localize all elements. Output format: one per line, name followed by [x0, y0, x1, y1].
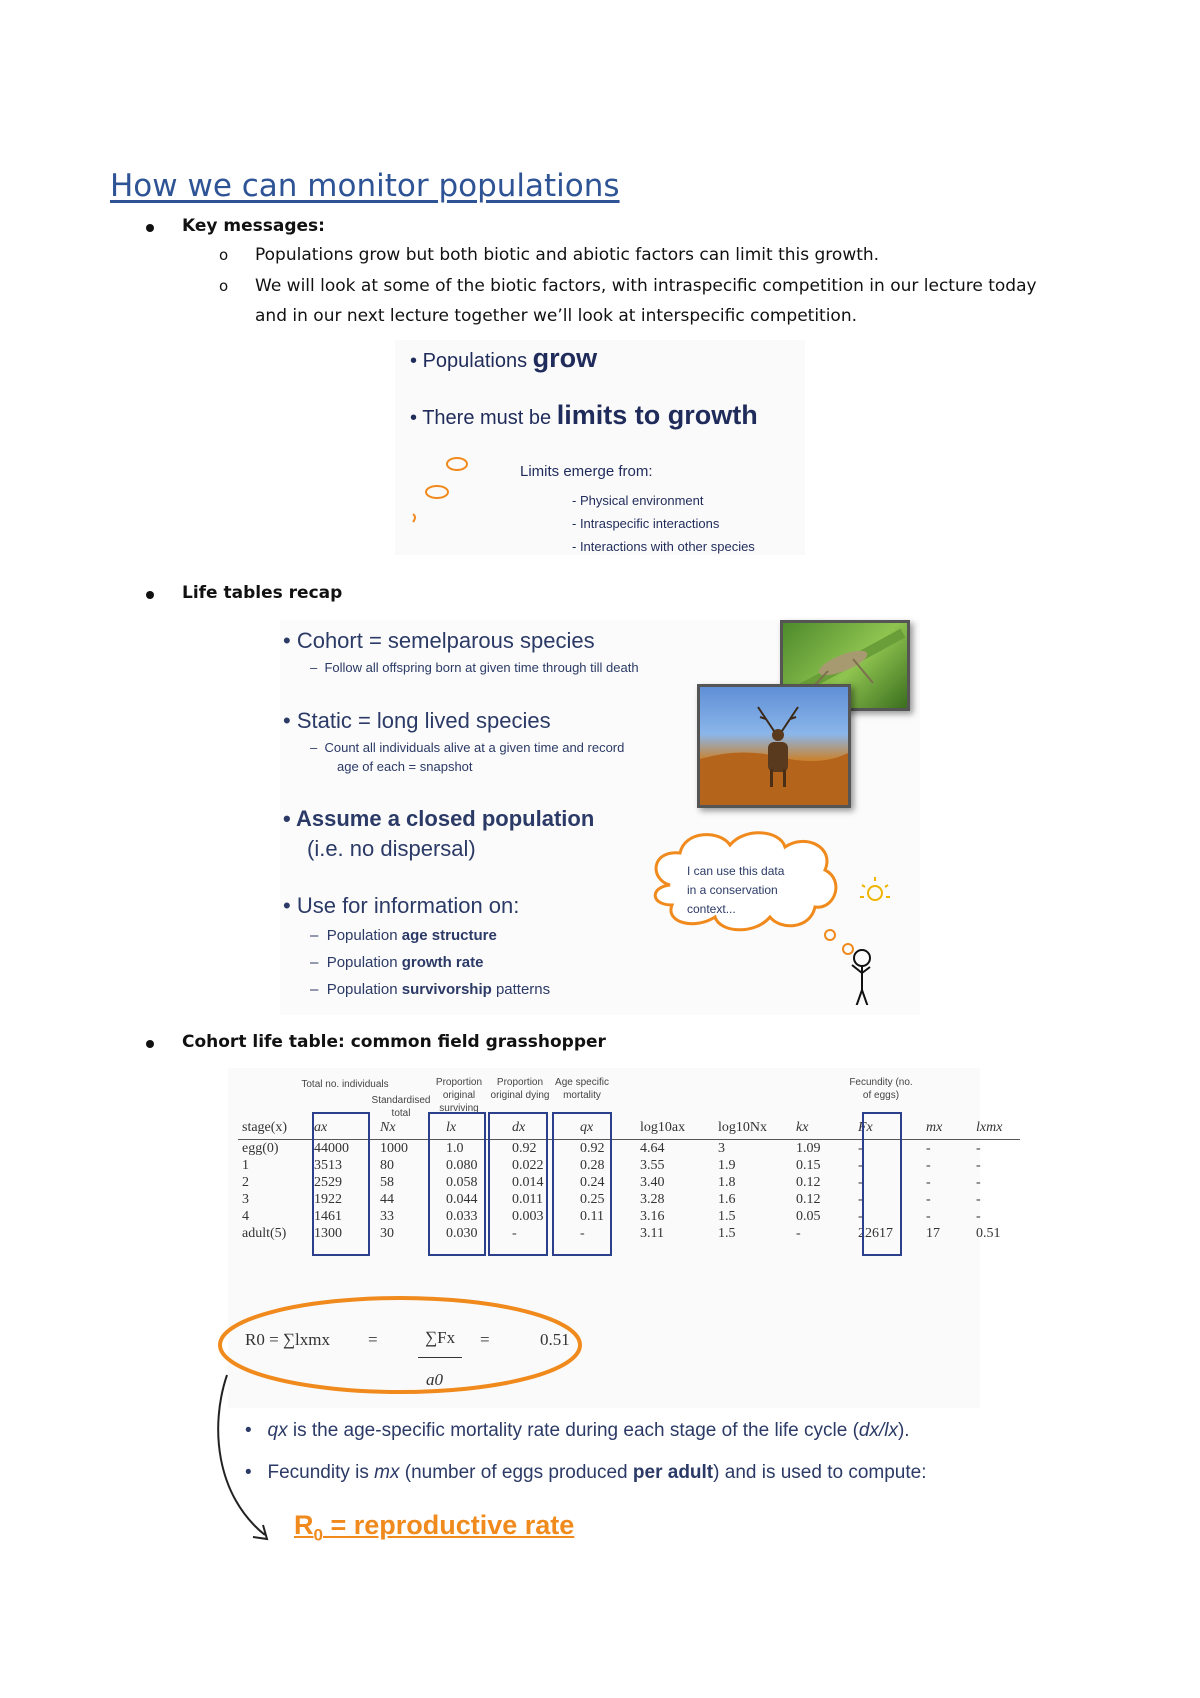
deer-icon — [700, 687, 848, 805]
key-message-2: We will look at some of the biotic factors, with intraspecific competition in our lecture today — [255, 276, 1037, 296]
table-cell: - — [796, 1225, 801, 1241]
thought-line: context... — [687, 902, 736, 916]
table-cell: 0.92 — [580, 1140, 605, 1156]
table-cell: 1461 — [314, 1208, 342, 1224]
cohort-title: • Cohort = semelparous species — [283, 628, 595, 653]
highlight-dx-column — [488, 1112, 548, 1256]
table-cell: - — [858, 1191, 863, 1207]
table-cell: 0.15 — [796, 1157, 821, 1173]
table-cell: - — [976, 1191, 981, 1207]
deer-image — [697, 684, 851, 808]
table-cell: 3 — [242, 1191, 249, 1207]
limits-label: Limits emerge from: — [520, 463, 653, 480]
life-tables-label: Life tables recap — [182, 583, 343, 603]
table-cell: 1922 — [314, 1191, 342, 1207]
bullet-icon — [146, 1040, 154, 1048]
table-cell: 3513 — [314, 1157, 342, 1173]
table-cell: 0.003 — [512, 1208, 544, 1224]
annotation-nx: Standardised total — [371, 1095, 431, 1119]
table-cell: - — [976, 1140, 981, 1156]
sub-bullet-icon: o — [219, 246, 229, 264]
table-cell: 33 — [380, 1208, 394, 1224]
annotation-ax: Total no. individuals — [301, 1079, 389, 1090]
table-header: mx — [922, 1117, 972, 1140]
table-cell: - — [580, 1225, 585, 1241]
table-cell: 44000 — [314, 1140, 349, 1156]
table-cell: 0.05 — [796, 1208, 821, 1224]
table-cell: 0.51 — [976, 1225, 1001, 1241]
table-cell: - — [976, 1208, 981, 1224]
table-cell: 0.011 — [512, 1191, 543, 1207]
table-cell: 4 — [242, 1208, 249, 1224]
use-item-growth: – Population growth rate — [310, 954, 484, 971]
thought-text — [687, 862, 784, 919]
table-cell: 3.55 — [640, 1157, 665, 1173]
table-cell: 2529 — [314, 1174, 342, 1190]
table-header: log10ax — [636, 1117, 714, 1140]
table-cell: - — [858, 1140, 863, 1156]
static-sub-1: – Count all individuals alive at a given time and record — [310, 740, 625, 755]
key-messages-label: Key messages: — [182, 216, 325, 236]
formula-eq-1: = — [368, 1330, 378, 1349]
table-cell: 44 — [380, 1191, 394, 1207]
table-cell: 1.5 — [718, 1208, 736, 1224]
table-cell: 0.044 — [446, 1191, 478, 1207]
table-cell: 1.9 — [718, 1157, 736, 1173]
table-cell: 80 — [380, 1157, 394, 1173]
table-cell: - — [976, 1157, 981, 1173]
table-cell: 0.030 — [446, 1225, 478, 1241]
table-cell: 3 — [718, 1140, 725, 1156]
cohort-sub: – Follow all offspring born at given time through till death — [310, 660, 639, 675]
table-header: lxmx — [972, 1117, 1020, 1140]
annotation-lx: Proportion original surviving — [435, 1077, 483, 1114]
table-cell: - — [976, 1174, 981, 1190]
highlight-mx-column — [862, 1112, 902, 1256]
highlight-ax-column — [312, 1112, 370, 1256]
table-header: dx — [508, 1117, 576, 1140]
table-cell: 0.033 — [446, 1208, 478, 1224]
note-qx: • qx is the age-specific mortality rate during each stage of the life cycle (dx/lx). — [245, 1420, 910, 1441]
table-header: log10Nx — [714, 1117, 792, 1140]
r0-label: $R_0$ = reproductive rate — [294, 1510, 575, 1545]
table-header: qx — [576, 1117, 636, 1140]
table-cell: 0.058 — [446, 1174, 478, 1190]
limit-item: - Intraspecific interactions — [572, 516, 720, 531]
limit-item: - Interactions with other species — [572, 539, 755, 554]
slide-limits — [395, 340, 805, 555]
table-cell: 0.24 — [580, 1174, 605, 1190]
formula-lhs: R0 = ∑lxmx — [245, 1330, 330, 1349]
table-cell: - — [926, 1174, 931, 1190]
highlight-lx-column — [428, 1112, 486, 1256]
assume-sub: (i.e. no dispersal) — [307, 836, 476, 861]
slide-bullet-limits: • There must be limits to growth — [410, 400, 758, 430]
table-cell: - — [512, 1225, 517, 1241]
table-cell: 0.25 — [580, 1191, 605, 1207]
thought-line: I can use this data — [687, 864, 785, 878]
table-cell: - — [926, 1191, 931, 1207]
table-cell: 0.28 — [580, 1157, 605, 1173]
table-cell: 3.11 — [640, 1225, 664, 1241]
assume-title: • Assume a closed population — [283, 806, 595, 831]
limit-item: - Physical environment — [572, 493, 704, 508]
table-cell: - — [926, 1140, 931, 1156]
use-item-survivorship: – Population survivorship patterns — [310, 981, 551, 998]
table-cell: 1.8 — [718, 1174, 736, 1190]
static-title: • Static = long lived species — [283, 708, 551, 733]
table-cell: egg(0) — [242, 1140, 279, 1156]
table-cell: 0.014 — [512, 1174, 544, 1190]
table-cell: 0.11 — [580, 1208, 604, 1224]
annotation-dx: Proportion original dying — [490, 1077, 550, 1101]
use-title: • Use for information on: — [283, 893, 520, 918]
table-cell: 1.6 — [718, 1191, 736, 1207]
formula-divider — [418, 1357, 462, 1358]
formula-eq-2: = — [480, 1330, 490, 1349]
table-cell: 0.92 — [512, 1140, 537, 1156]
table-header: lx — [442, 1117, 508, 1140]
table-cell: 1 — [242, 1157, 249, 1173]
table-cell: 1300 — [314, 1225, 342, 1241]
formula-numerator: ∑Fx — [425, 1328, 456, 1347]
table-cell: - — [858, 1174, 863, 1190]
table-cell: 3.28 — [640, 1191, 665, 1207]
table-cell: 0.12 — [796, 1174, 821, 1190]
table-cell: 17 — [926, 1225, 940, 1241]
table-header: ax — [310, 1117, 376, 1140]
note-fecundity: • Fecundity is mx (number of eggs produced per adult) and is used to compute: — [245, 1462, 927, 1483]
table-cell: - — [926, 1208, 931, 1224]
static-sub-2: age of each = snapshot — [337, 759, 473, 774]
bullet-icon — [146, 591, 154, 599]
bullet-icon — [146, 224, 154, 232]
table-cell: 0.12 — [796, 1191, 821, 1207]
highlight-qx-column — [552, 1112, 612, 1256]
slide-life-tables — [280, 620, 920, 1015]
use-item-age: – Population age structure — [310, 927, 497, 944]
table-cell: 22617 — [858, 1225, 893, 1241]
key-message-3: and in our next lecture together we’ll look at interspecific competition. — [255, 306, 858, 326]
thought-line: in a conservation — [687, 883, 778, 897]
formula-value: 0.51 — [540, 1330, 570, 1349]
annotation-qx: Age specific mortality — [555, 1077, 609, 1101]
formula-denominator: a0 — [426, 1370, 443, 1389]
table-header: stage(x) — [238, 1117, 310, 1140]
table-cell: 3.16 — [640, 1208, 665, 1224]
slide-bullet-grow: • Populations grow — [410, 343, 598, 373]
table-cell: 4.64 — [640, 1140, 665, 1156]
table-cell: 1.5 — [718, 1225, 736, 1241]
page-title: How we can monitor populations — [110, 168, 620, 204]
table-cell: 3.40 — [640, 1174, 665, 1190]
table-cell: 30 — [380, 1225, 394, 1241]
table-header: Nx — [376, 1117, 442, 1140]
table-cell: - — [858, 1208, 863, 1224]
table-cell: - — [858, 1157, 863, 1173]
table-cell: 1000 — [380, 1140, 408, 1156]
annotation-mx: Fecundity (no. of eggs) — [849, 1077, 913, 1101]
table-cell: 1.09 — [796, 1140, 821, 1156]
sub-bullet-icon: o — [219, 277, 229, 295]
table-cell: 1.0 — [446, 1140, 464, 1156]
table-cell: 58 — [380, 1174, 394, 1190]
table-cell: adult(5) — [242, 1225, 287, 1241]
cohort-table-label: Cohort life table: common field grasshopper — [182, 1032, 606, 1052]
table-header: kx — [792, 1117, 854, 1140]
table-cell: 0.022 — [512, 1157, 544, 1173]
table-header: Fx — [854, 1117, 922, 1140]
table-cell: 0.080 — [446, 1157, 478, 1173]
key-message-1: Populations grow but both biotic and abiotic factors can limit this growth. — [255, 245, 880, 265]
table-cell: 2 — [242, 1174, 249, 1190]
table-cell: - — [926, 1157, 931, 1173]
thought-bubbles-icon — [395, 450, 475, 530]
